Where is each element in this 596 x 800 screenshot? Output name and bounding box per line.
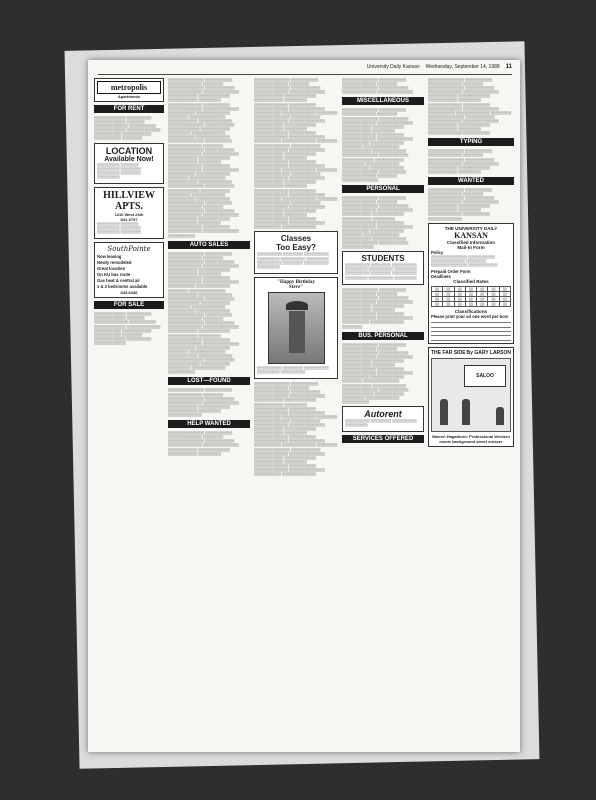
- feature-item: Great location: [97, 266, 126, 272]
- col4-listings-mid: ▒▒▒▒▒▒▒▒▒▒▒▒▒▒▒▒ ▒▒▒▒▒▒▒▒▒▒▒▒ ▒▒▒▒▒▒▒▒▒▒▒▒▒▒▒ ▒▒▒▒▒▒▒▒▒ ▒▒▒▒▒▒▒▒▒▒▒▒▒▒▒▒ ▒▒▒▒▒▒▒▒▒▒▒▒▒ ▒▒▒▒▒▒▒▒▒▒▒▒▒▒▒ ▒▒▒▒▒▒▒▒▒▒▒▒▒▒▒▒ ▒▒▒▒▒▒▒▒▒▒▒▒▒ ▒▒▒▒▒▒▒▒▒▒▒▒▒▒ ▒▒▒▒▒▒▒▒▒▒▒▒▒ ▒▒▒▒▒▒▒▒▒▒ ▒▒▒▒▒▒▒▒▒▒▒▒▒▒▒ ▒▒▒▒▒▒▒▒▒▒▒▒ ▒▒▒▒▒▒▒▒▒▒▒▒▒▒▒ ▒▒▒▒▒▒▒▒▒▒▒▒▒▒▒▒ ▒▒▒▒▒▒▒▒▒▒▒▒ ▒▒▒▒▒▒▒▒▒▒▒▒▒▒▒ ▒▒▒▒▒▒▒▒▒: [342, 287, 413, 329]
- person-shape: [289, 311, 305, 353]
- classes-ad: [254, 231, 338, 273]
- hillview-body: ▒▒▒▒▒▒▒▒▒▒ ▒▒▒▒▒▒▒▒ ▒▒▒▒▒▒▒▒▒▒ ▒▒▒▒▒▒▒▒▒ ▒▒▒▒▒▒▒▒▒▒ ▒▒▒▒▒▒▒▒▒: [97, 221, 141, 235]
- for-rent-listings: ▒▒▒▒▒▒▒▒▒▒▒▒▒▒ ▒▒▒▒▒▒▒▒▒▒▒ ▒▒▒▒▒▒▒▒▒▒▒▒▒▒ ▒▒▒▒▒▒▒▒ ▒▒▒▒▒▒▒▒▒▒▒▒▒▒▒ ▒▒▒▒▒▒▒▒▒▒▒▒ ▒▒▒▒▒▒▒▒▒▒▒▒▒▒ ▒▒▒▒▒▒▒▒▒▒▒▒▒▒▒ ▒▒▒▒▒▒▒▒▒▒▒▒ ▒▒▒▒▒▒▒▒▒▒▒▒▒ ▒▒▒▒▒▒▒▒▒▒▒▒ ▒▒▒▒▒▒▒▒▒: [94, 116, 161, 141]
- typing-listings: ▒▒▒▒▒▒▒▒▒▒▒▒▒▒▒▒ ▒▒▒▒▒▒▒▒▒▒▒▒ ▒▒▒▒▒▒▒▒▒▒▒▒▒▒▒ ▒▒▒▒▒▒▒▒▒ ▒▒▒▒▒▒▒▒▒▒▒▒▒▒▒▒ ▒▒▒▒▒▒▒▒▒▒▒▒▒ ▒▒▒▒▒▒▒▒▒▒▒▒▒▒▒ ▒▒▒▒▒▒▒▒▒▒▒▒▒▒▒▒ ▒▒▒▒▒▒▒▒▒▒▒▒▒ ▒▒▒▒▒▒▒▒▒▒▒▒▒▒ ▒▒▒▒▒▒▒▒▒▒▒▒▒ ▒▒▒▒▒▒▒▒▒▒: [428, 149, 499, 174]
- form-kansan: KANSAN: [454, 230, 488, 240]
- cowboy-figure: [440, 399, 448, 425]
- metropolis-logo: metropolis: [97, 81, 161, 94]
- students-ad: [342, 251, 424, 284]
- personal-heading: PERSONAL: [342, 185, 424, 193]
- for-sale-heading: FOR SALE: [94, 301, 164, 309]
- location-ad: [94, 143, 164, 184]
- classes-body: ▒▒▒▒▒▒▒▒▒▒▒ ▒▒▒▒▒▒▒▒▒ ▒▒▒▒▒▒▒▒▒▒▒ ▒▒▒▒▒▒▒▒▒▒ ▒▒▒▒▒▒▒▒▒▒▒ ▒▒▒▒▒▒▒▒▒▒ ▒▒▒▒▒▒▒▒▒▒▒ ▒▒▒▒▒▒▒▒▒ ▒▒▒▒▒▒▒▒▒▒▒ ▒▒▒▒▒▒▒▒▒▒: [257, 252, 329, 269]
- auto-sales-listings: ▒▒▒▒▒▒▒▒▒▒▒▒▒▒▒▒ ▒▒▒▒▒▒▒▒▒▒▒▒ ▒▒▒▒▒▒▒▒▒▒▒▒▒▒▒ ▒▒▒▒▒▒▒▒▒ ▒▒▒▒▒▒▒▒▒▒▒▒▒▒▒▒ ▒▒▒▒▒▒▒▒▒▒▒▒▒ ▒▒▒▒▒▒▒▒▒▒▒▒▒▒▒ ▒▒▒▒▒▒▒▒▒▒▒▒▒▒▒▒ ▒▒▒▒▒▒▒▒▒▒▒▒▒ ▒▒▒▒▒▒▒▒▒▒▒▒▒▒ ▒▒▒▒▒▒▒▒▒▒▒▒▒ ▒▒▒▒▒▒▒▒▒▒ ▒▒▒▒▒▒▒▒▒▒▒▒▒▒▒ ▒▒▒▒▒▒▒▒▒▒▒▒ ▒▒▒▒▒▒▒▒▒▒▒▒▒▒▒ ▒▒▒▒▒▒▒▒▒▒▒▒▒▒▒▒ ▒▒▒▒▒▒▒▒▒▒▒▒ ▒▒▒▒▒▒▒▒▒▒▒▒▒▒▒ ▒▒▒▒▒▒▒▒▒ ▒▒▒▒▒▒▒▒▒▒▒▒▒▒▒▒ ▒▒▒▒▒▒▒▒▒▒▒▒▒ ▒▒▒▒▒▒▒▒▒▒▒▒▒▒▒ ▒▒▒▒▒▒▒▒▒▒▒▒▒▒▒▒ ▒▒▒▒▒▒▒▒▒▒▒▒▒ ▒▒▒▒▒▒▒▒▒▒▒▒▒▒ ▒▒▒▒▒▒▒▒▒▒▒▒▒ ▒▒▒▒▒▒▒▒▒▒ ▒▒▒▒▒▒▒▒▒▒▒▒▒▒▒ ▒▒▒▒▒▒▒▒▒▒▒▒ ▒▒▒▒▒▒▒▒▒▒▒▒▒▒▒ ▒▒▒▒▒▒▒▒▒▒▒▒▒▒▒▒ ▒▒▒▒▒▒▒▒▒▒▒▒ ▒▒▒▒▒▒▒▒▒▒▒▒▒▒▒ ▒▒▒▒▒▒▒▒▒ ▒▒▒▒▒▒▒▒▒▒▒▒▒▒▒▒ ▒▒▒▒▒▒▒▒▒▒▒▒▒ ▒▒▒▒▒▒▒▒▒▒▒▒▒▒▒ ▒▒▒▒▒▒▒▒▒▒▒▒▒▒▒▒ ▒▒▒▒▒▒▒▒▒▒▒▒▒ ▒▒▒▒▒▒▒▒▒▒▒▒▒▒ ▒▒▒▒▒▒▒▒▒▒▒▒▒ ▒▒▒▒▒▒▒▒▒▒ ▒▒▒▒▒▒▒▒▒▒▒▒▒▒▒ ▒▒▒▒▒▒▒▒▒▒▒▒ ▒▒▒▒▒▒▒▒▒▒▒▒▒▒▒ ▒▒▒▒▒▒▒▒▒▒▒▒▒▒▒▒ ▒▒▒▒▒▒▒▒▒▒▒▒ ▒▒▒▒▒▒▒▒▒▒▒▒▒▒▒ ▒▒▒▒▒▒▒▒▒ ▒▒▒▒▒▒▒▒▒▒▒▒▒▒▒▒ ▒▒▒▒▒▒▒▒▒▒▒▒▒ ▒▒▒▒▒▒▒▒▒▒▒▒▒▒▒ ▒▒▒▒▒▒▒▒▒▒▒▒▒▒▒▒ ▒▒▒▒▒▒▒▒▒▒▒▒▒ ▒▒▒▒▒▒▒▒▒▒▒▒▒▒ ▒▒▒▒▒▒▒▒▒▒▒▒▒ ▒▒▒▒▒▒▒▒▒▒ ▒▒▒▒▒▒▒▒▒▒▒▒▒▒▒ ▒▒▒▒▒▒▒▒▒▒▒▒: [168, 251, 239, 375]
- miscellaneous-listings: ▒▒▒▒▒▒▒▒▒▒▒▒▒▒▒▒ ▒▒▒▒▒▒▒▒▒▒▒▒ ▒▒▒▒▒▒▒▒▒▒▒▒▒▒▒ ▒▒▒▒▒▒▒▒▒ ▒▒▒▒▒▒▒▒▒▒▒▒▒▒▒▒ ▒▒▒▒▒▒▒▒▒▒▒▒▒ ▒▒▒▒▒▒▒▒▒▒▒▒▒▒▒ ▒▒▒▒▒▒▒▒▒▒▒▒▒▒▒▒ ▒▒▒▒▒▒▒▒▒▒▒▒▒ ▒▒▒▒▒▒▒▒▒▒▒▒▒▒ ▒▒▒▒▒▒▒▒▒▒▒▒▒ ▒▒▒▒▒▒▒▒▒▒ ▒▒▒▒▒▒▒▒▒▒▒▒▒▒▒ ▒▒▒▒▒▒▒▒▒▒▒▒ ▒▒▒▒▒▒▒▒▒▒▒▒▒▒▒ ▒▒▒▒▒▒▒▒▒▒▒▒▒▒▒▒ ▒▒▒▒▒▒▒▒▒▒▒▒ ▒▒▒▒▒▒▒▒▒▒▒▒▒▒▒ ▒▒▒▒▒▒▒▒▒ ▒▒▒▒▒▒▒▒▒▒▒▒▒▒▒▒ ▒▒▒▒▒▒▒▒▒▒▒▒▒ ▒▒▒▒▒▒▒▒▒▒▒▒▒▒▒ ▒▒▒▒▒▒▒▒▒▒▒▒▒▒▒▒ ▒▒▒▒▒▒▒▒▒▒▒▒▒ ▒▒▒▒▒▒▒▒▒▒▒▒▒▒ ▒▒▒▒▒▒▒▒▒▒▒▒▒ ▒▒▒▒▒▒▒▒▒▒ ▒▒▒▒▒▒▒▒▒▒▒▒▒▒▒ ▒▒▒▒▒▒▒▒▒▒▒▒ ▒▒▒▒▒▒▒▒▒▒▒▒▒▒▒ ▒▒▒▒▒▒▒▒▒▒▒▒▒▒▒▒ ▒▒▒▒▒▒▒▒▒▒▒▒ ▒▒▒▒▒▒▒▒▒▒▒▒▒▒▒ ▒▒▒▒▒▒▒▒▒ ▒▒▒▒▒▒▒▒▒▒▒▒▒▒▒▒: [342, 108, 413, 182]
- typing-heading: TYPING: [428, 138, 514, 146]
- happy-birthday-ad: [254, 277, 338, 379]
- column-3: [254, 78, 338, 744]
- column-1: [94, 78, 164, 744]
- paper-name: University Daily Kansan: [366, 64, 420, 70]
- hillview-ad: [94, 187, 164, 239]
- far-side-title: THE FAR SIDE: [431, 349, 466, 356]
- form-rates-title: Classified Rates: [453, 278, 489, 284]
- help-wanted-heading: HELP WANTED: [168, 420, 250, 428]
- classified-mail-in-form: [428, 223, 514, 344]
- page-number: 11: [505, 64, 512, 70]
- form-write-in-lines[interactable]: [431, 319, 511, 341]
- birthday-photo: [268, 292, 325, 364]
- col3-listings-bottom: ▒▒▒▒▒▒▒▒▒▒▒▒▒▒▒▒ ▒▒▒▒▒▒▒▒▒▒▒▒ ▒▒▒▒▒▒▒▒▒▒▒▒▒▒▒ ▒▒▒▒▒▒▒▒▒ ▒▒▒▒▒▒▒▒▒▒▒▒▒▒▒▒ ▒▒▒▒▒▒▒▒▒▒▒▒▒ ▒▒▒▒▒▒▒▒▒▒▒▒▒▒▒ ▒▒▒▒▒▒▒▒▒▒▒▒▒▒▒▒ ▒▒▒▒▒▒▒▒▒▒▒▒▒ ▒▒▒▒▒▒▒▒▒▒▒▒▒▒ ▒▒▒▒▒▒▒▒▒▒▒▒▒ ▒▒▒▒▒▒▒▒▒▒ ▒▒▒▒▒▒▒▒▒▒▒▒▒▒▒ ▒▒▒▒▒▒▒▒▒▒▒▒ ▒▒▒▒▒▒▒▒▒▒▒▒▒▒▒ ▒▒▒▒▒▒▒▒▒▒▒▒▒▒▒▒ ▒▒▒▒▒▒▒▒▒▒▒▒ ▒▒▒▒▒▒▒▒▒▒▒▒▒▒▒ ▒▒▒▒▒▒▒▒▒ ▒▒▒▒▒▒▒▒▒▒▒▒▒▒▒▒ ▒▒▒▒▒▒▒▒▒▒▒▒▒ ▒▒▒▒▒▒▒▒▒▒▒▒▒▒▒ ▒▒▒▒▒▒▒▒▒▒▒▒▒▒▒▒ ▒▒▒▒▒▒▒▒▒▒▒▒▒ ▒▒▒▒▒▒▒▒▒▒▒▒▒▒ ▒▒▒▒▒▒▒▒▒▒▒▒▒ ▒▒▒▒▒▒▒▒▒▒ ▒▒▒▒▒▒▒▒▒▒▒▒▒▒▒ ▒▒▒▒▒▒▒▒▒▒▒▒ ▒▒▒▒▒▒▒▒▒▒▒▒▒▒▒ ▒▒▒▒▒▒▒▒▒▒▒▒▒▒▒▒ ▒▒▒▒▒▒▒▒▒▒▒▒ ▒▒▒▒▒▒▒▒▒▒▒▒▒▒▒ ▒▒▒▒▒▒▒▒▒ ▒▒▒▒▒▒▒▒▒▒▒▒▒▒▒▒ ▒▒▒▒▒▒▒▒▒▒▒▒▒ ▒▒▒▒▒▒▒▒▒▒▒▒▒▒▒ ▒▒▒▒▒▒▒▒▒▒▒▒▒▒▒▒ ▒▒▒▒▒▒▒▒▒▒▒▒▒ ▒▒▒▒▒▒▒▒▒▒▒▒▒▒ ▒▒▒▒▒▒▒▒▒▒▒▒▒ ▒▒▒▒▒▒▒▒▒▒ ▒▒▒▒▒▒▒▒▒▒▒▒▒▒▒ ▒▒▒▒▒▒▒▒▒▒▒▒ ▒▒▒▒▒▒▒▒▒▒▒▒▒▒▒ ▒▒▒▒▒▒▒▒▒▒▒▒▒▒▒▒ ▒▒▒▒▒▒▒▒▒▒▒▒ ▒▒▒▒▒▒▒▒▒▒▒▒▒▒▒: [254, 382, 338, 477]
- autorent-logo: Autorent: [364, 409, 402, 419]
- form-prepaid: Prepaid Order Form: [431, 268, 471, 274]
- miscellaneous-heading: MISCELLANEOUS: [342, 97, 424, 105]
- happy-birthday-name: Steve": [288, 284, 304, 290]
- happy-birthday-title: "Happy Birthday: [277, 279, 315, 285]
- location-title: LOCATION: [105, 145, 153, 156]
- auto-sales-heading: AUTO SALES: [168, 241, 250, 249]
- metropolis-ad: [94, 78, 164, 102]
- services-offered-heading: SERVICES OFFERED: [342, 435, 424, 443]
- for-sale-listings: ▒▒▒▒▒▒▒▒▒▒▒▒▒▒ ▒▒▒▒▒▒▒▒▒▒▒ ▒▒▒▒▒▒▒▒▒▒▒▒▒▒ ▒▒▒▒▒▒▒▒ ▒▒▒▒▒▒▒▒▒▒▒▒▒▒▒ ▒▒▒▒▒▒▒▒▒▒▒▒ ▒▒▒▒▒▒▒▒▒▒▒▒▒▒ ▒▒▒▒▒▒▒▒▒▒▒▒▒▒▒ ▒▒▒▒▒▒▒▒▒▒▒▒ ▒▒▒▒▒▒▒▒▒▒▒▒▒ ▒▒▒▒▒▒▒▒▒▒▒▒ ▒▒▒▒▒▒▒▒▒ ▒▒▒▒▒▒▒▒▒▒▒▒▒▒ ▒▒▒▒▒▒▒▒▒▒▒ ▒▒▒▒▒▒▒▒▒▒▒▒▒▒: [94, 312, 161, 345]
- classes-title: Classes: [280, 234, 312, 244]
- hillview-name: HILLVIEW: [103, 189, 155, 201]
- lost-found-listings: ▒▒▒▒▒▒▒▒▒▒▒▒▒▒▒▒ ▒▒▒▒▒▒▒▒▒▒▒▒ ▒▒▒▒▒▒▒▒▒▒▒▒▒▒▒ ▒▒▒▒▒▒▒▒▒ ▒▒▒▒▒▒▒▒▒▒▒▒▒▒▒▒ ▒▒▒▒▒▒▒▒▒▒▒▒▒ ▒▒▒▒▒▒▒▒▒▒▒▒▒▒▒ ▒▒▒▒▒▒▒▒▒▒▒▒▒▒▒▒ ▒▒▒▒▒▒▒▒▒▒▒▒▒ ▒▒▒▒▒▒▒▒▒▒▒▒▒▒ ▒▒▒▒▒▒▒▒▒▒▒▒▒ ▒▒▒▒▒▒▒▒▒▒ ▒▒▒▒▒▒▒▒▒▒▒▒▒▒▒: [168, 388, 239, 418]
- newspaper-page: [88, 60, 520, 752]
- saloon-sign: SALOO: [464, 365, 506, 387]
- column-5: [428, 78, 514, 744]
- rates-table: ▒▒ ▒▒ ▒▒ ▒▒ ▒▒ ▒▒ ▒▒ ▒▒ ▒▒ ▒▒ ▒▒ ▒▒ ▒▒ ▒▒ ▒▒ ▒▒ ▒▒ ▒▒ ▒▒ ▒▒ ▒▒ ▒▒ ▒▒ ▒▒ ▒▒ ▒▒ ▒▒ ▒▒: [431, 286, 511, 307]
- hillview-address: 1310 West 24th: [114, 211, 144, 217]
- form-subtitle: Classified Information: [446, 239, 496, 245]
- col4-listings-top: ▒▒▒▒▒▒▒▒▒▒▒▒▒▒▒▒ ▒▒▒▒▒▒▒▒▒▒▒▒ ▒▒▒▒▒▒▒▒▒▒▒▒▒▒▒ ▒▒▒▒▒▒▒▒▒ ▒▒▒▒▒▒▒▒▒▒▒▒▒▒▒▒ ▒▒▒▒▒▒▒▒▒▒▒▒▒ ▒▒▒▒▒▒▒▒▒▒▒▒▒▒▒ ▒▒▒▒▒▒▒▒▒▒▒▒▒▒▒▒: [342, 78, 413, 95]
- form-policy-text: ▒▒▒▒▒▒▒▒▒▒▒▒▒▒▒▒ ▒▒▒▒▒▒▒▒▒▒▒▒ ▒▒▒▒▒▒▒▒▒▒▒▒▒▒▒ ▒▒▒▒▒▒▒▒▒ ▒▒▒▒▒▒▒▒▒▒▒▒▒▒▒▒ ▒▒▒▒▒▒▒▒▒▒▒▒▒: [431, 254, 498, 267]
- wanted-heading: WANTED: [428, 177, 514, 185]
- far-side-caption: Warren Hagathorn: Professional Western movie background street crosser: [431, 433, 510, 444]
- form-deadlines: Deadlines: [431, 273, 451, 279]
- cowboy-figure: [496, 407, 504, 425]
- feature-item: Newly remodeled: [97, 260, 132, 266]
- students-body: ▒▒▒▒▒▒▒▒▒▒▒ ▒▒▒▒▒▒▒▒▒ ▒▒▒▒▒▒▒▒▒▒▒ ▒▒▒▒▒▒▒▒▒▒ ▒▒▒▒▒▒▒▒▒▒▒ ▒▒▒▒▒▒▒▒▒▒ ▒▒▒▒▒▒▒▒▒▒▒ ▒▒▒▒▒▒▒▒▒ ▒▒▒▒▒▒▒▒▒▒▒ ▒▒▒▒▒▒▒▒▒▒ ▒▒▒▒▒▒▒▒▒▒▒ ▒▒▒▒▒▒▒▒▒▒: [345, 263, 417, 280]
- feature-item: 1 & 2 bedrooms available: [97, 284, 148, 290]
- form-classifications: Classifications: [454, 308, 488, 314]
- for-rent-heading: FOR RENT: [94, 105, 164, 113]
- col3-listings-top: ▒▒▒▒▒▒▒▒▒▒▒▒▒▒▒▒ ▒▒▒▒▒▒▒▒▒▒▒▒ ▒▒▒▒▒▒▒▒▒▒▒▒▒▒▒ ▒▒▒▒▒▒▒▒▒ ▒▒▒▒▒▒▒▒▒▒▒▒▒▒▒▒ ▒▒▒▒▒▒▒▒▒▒▒▒▒ ▒▒▒▒▒▒▒▒▒▒▒▒▒▒▒ ▒▒▒▒▒▒▒▒▒▒▒▒▒▒▒▒ ▒▒▒▒▒▒▒▒▒▒▒▒▒ ▒▒▒▒▒▒▒▒▒▒▒▒▒▒ ▒▒▒▒▒▒▒▒▒▒▒▒▒ ▒▒▒▒▒▒▒▒▒▒ ▒▒▒▒▒▒▒▒▒▒▒▒▒▒▒ ▒▒▒▒▒▒▒▒▒▒▒▒ ▒▒▒▒▒▒▒▒▒▒▒▒▒▒▒ ▒▒▒▒▒▒▒▒▒▒▒▒▒▒▒▒ ▒▒▒▒▒▒▒▒▒▒▒▒ ▒▒▒▒▒▒▒▒▒▒▒▒▒▒▒ ▒▒▒▒▒▒▒▒▒ ▒▒▒▒▒▒▒▒▒▒▒▒▒▒▒▒ ▒▒▒▒▒▒▒▒▒▒▒▒▒ ▒▒▒▒▒▒▒▒▒▒▒▒▒▒▒ ▒▒▒▒▒▒▒▒▒▒▒▒▒▒▒▒ ▒▒▒▒▒▒▒▒▒▒▒▒▒ ▒▒▒▒▒▒▒▒▒▒▒▒▒▒ ▒▒▒▒▒▒▒▒▒▒▒▒▒ ▒▒▒▒▒▒▒▒▒▒ ▒▒▒▒▒▒▒▒▒▒▒▒▒▒▒ ▒▒▒▒▒▒▒▒▒▒▒▒ ▒▒▒▒▒▒▒▒▒▒▒▒▒▒▒ ▒▒▒▒▒▒▒▒▒▒▒▒▒▒▒▒ ▒▒▒▒▒▒▒▒▒▒▒▒ ▒▒▒▒▒▒▒▒▒▒▒▒▒▒▒ ▒▒▒▒▒▒▒▒▒ ▒▒▒▒▒▒▒▒▒▒▒▒▒▒▒▒ ▒▒▒▒▒▒▒▒▒▒▒▒▒ ▒▒▒▒▒▒▒▒▒▒▒▒▒▒▒ ▒▒▒▒▒▒▒▒▒▒▒▒▒▒▒▒ ▒▒▒▒▒▒▒▒▒▒▒▒▒ ▒▒▒▒▒▒▒▒▒▒▒▒▒▒ ▒▒▒▒▒▒▒▒▒▒▒▒▒ ▒▒▒▒▒▒▒▒▒▒ ▒▒▒▒▒▒▒▒▒▒▒▒▒▒▒ ▒▒▒▒▒▒▒▒▒▒▒▒ ▒▒▒▒▒▒▒▒▒▒▒▒▒▒▒ ▒▒▒▒▒▒▒▒▒▒▒▒▒▒▒▒ ▒▒▒▒▒▒▒▒▒▒▒▒ ▒▒▒▒▒▒▒▒▒▒▒▒▒▒▒ ▒▒▒▒▒▒▒▒▒ ▒▒▒▒▒▒▒▒▒▒▒▒▒▒▒▒ ▒▒▒▒▒▒▒▒▒▒▒▒▒ ▒▒▒▒▒▒▒▒▒▒▒▒▒▒▒ ▒▒▒▒▒▒▒▒▒▒▒▒▒▒▒▒ ▒▒▒▒▒▒▒▒▒▒▒▒▒ ▒▒▒▒▒▒▒▒▒▒▒▒▒▒ ▒▒▒▒▒▒▒▒▒▒▒▒▒ ▒▒▒▒▒▒▒▒▒▒ ▒▒▒▒▒▒▒▒▒▒▒▒▒▒▒ ▒▒▒▒▒▒▒▒▒▒▒▒ ▒▒▒▒▒▒▒▒▒▒▒▒▒▒▒ ▒▒▒▒▒▒▒▒▒▒▒▒▒▒▒▒ ▒▒▒▒▒▒▒▒▒▒▒▒ ▒▒▒▒▒▒▒▒▒▒▒▒▒▒▒ ▒▒▒▒▒▒▒▒▒ ▒▒▒▒▒▒▒▒▒▒▒▒▒▒▒▒ ▒▒▒▒▒▒▒▒▒▒▒▒▒ ▒▒▒▒▒▒▒▒▒▒▒▒▒▒▒ ▒▒▒▒▒▒▒▒▒▒▒▒▒▒▒▒ ▒▒▒▒▒▒▒▒▒▒▒▒▒ ▒▒▒▒▒▒▒▒▒▒▒▒▒▒ ▒▒▒▒▒▒▒▒▒▒▒▒▒ ▒▒▒▒▒▒▒▒▒▒ ▒▒▒▒▒▒▒▒▒▒▒▒▒▒▒ ▒▒▒▒▒▒▒▒▒▒▒▒ ▒▒▒▒▒▒▒▒▒▒▒▒▒▒▒ ▒▒▒▒▒▒▒▒▒▒▒▒▒▒▒▒ ▒▒▒▒▒▒▒▒▒▒▒▒ ▒▒▒▒▒▒▒▒▒▒▒▒▒▒▒: [254, 78, 338, 230]
- far-side-author: By GARY LARSON: [466, 349, 511, 356]
- autorent-ad: [342, 406, 424, 432]
- hillview-phone: 841-3797: [120, 216, 138, 222]
- location-subtitle: Available Now!: [104, 155, 154, 163]
- bus-personal-listings: ▒▒▒▒▒▒▒▒▒▒▒▒▒▒▒▒ ▒▒▒▒▒▒▒▒▒▒▒▒ ▒▒▒▒▒▒▒▒▒▒▒▒▒▒▒ ▒▒▒▒▒▒▒▒▒ ▒▒▒▒▒▒▒▒▒▒▒▒▒▒▒▒ ▒▒▒▒▒▒▒▒▒▒▒▒▒ ▒▒▒▒▒▒▒▒▒▒▒▒▒▒▒ ▒▒▒▒▒▒▒▒▒▒▒▒▒▒▒▒ ▒▒▒▒▒▒▒▒▒▒▒▒▒ ▒▒▒▒▒▒▒▒▒▒▒▒▒▒ ▒▒▒▒▒▒▒▒▒▒▒▒▒ ▒▒▒▒▒▒▒▒▒▒ ▒▒▒▒▒▒▒▒▒▒▒▒▒▒▒ ▒▒▒▒▒▒▒▒▒▒▒▒ ▒▒▒▒▒▒▒▒▒▒▒▒▒▒▒ ▒▒▒▒▒▒▒▒▒▒▒▒▒▒▒▒ ▒▒▒▒▒▒▒▒▒▒▒▒ ▒▒▒▒▒▒▒▒▒▒▒▒▒▒▒ ▒▒▒▒▒▒▒▒▒ ▒▒▒▒▒▒▒▒▒▒▒▒▒▒▒▒ ▒▒▒▒▒▒▒▒▒▒▒▒▒ ▒▒▒▒▒▒▒▒▒▒▒▒▒▒▒ ▒▒▒▒▒▒▒▒▒▒▒▒▒▒▒▒ ▒▒▒▒▒▒▒▒▒▒▒▒▒ ▒▒▒▒▒▒▒▒▒▒▒▒▒▒ ▒▒▒▒▒▒▒▒▒▒▒▒▒ ▒▒▒▒▒▒▒▒▒▒ ▒▒▒▒▒▒▒▒▒▒▒▒▒▒▒ ▒▒▒▒▒▒▒▒▒▒▒▒: [342, 342, 413, 404]
- cowboy-figure: [462, 399, 470, 425]
- far-side-comic: [428, 347, 514, 447]
- form-print-instructions: Please print your ad one word per box!: [431, 313, 509, 319]
- location-body: ▒▒▒▒▒▒▒▒▒▒ ▒▒▒▒▒▒▒▒ ▒▒▒▒▒▒▒▒▒▒ ▒▒▒▒▒▒▒▒▒ ▒▒▒▒▒▒▒▒▒▒ ▒▒▒▒▒▒▒▒▒ ▒▒▒▒▒▒▒▒▒▒: [97, 162, 141, 179]
- form-subtitle-2: Mail-In Form: [457, 244, 485, 250]
- cowboy-hat-shape: [286, 301, 308, 310]
- help-wanted-listings: ▒▒▒▒▒▒▒▒▒▒▒▒▒▒▒▒ ▒▒▒▒▒▒▒▒▒▒▒▒ ▒▒▒▒▒▒▒▒▒▒▒▒▒▒▒ ▒▒▒▒▒▒▒▒▒ ▒▒▒▒▒▒▒▒▒▒▒▒▒▒▒▒ ▒▒▒▒▒▒▒▒▒▒▒▒▒ ▒▒▒▒▒▒▒▒▒▒▒▒▒▒▒ ▒▒▒▒▒▒▒▒▒▒▒▒▒▒▒▒ ▒▒▒▒▒▒▒▒▒▒▒▒▒ ▒▒▒▒▒▒▒▒▒▒▒▒▒▒ ▒▒▒▒▒▒▒▒▒▒▒▒▒ ▒▒▒▒▒▒▒▒▒▒: [168, 431, 239, 456]
- form-masthead: THE UNIVERSITY DAILY: [444, 225, 498, 231]
- birthday-message: ▒▒▒▒▒▒▒▒▒▒▒ ▒▒▒▒▒▒▒▒▒ ▒▒▒▒▒▒▒▒▒▒▒ ▒▒▒▒▒▒▒▒▒▒ ▒▒▒▒▒▒▒▒▒▒▒: [257, 365, 329, 374]
- autorent-body: ▒▒▒▒▒▒▒▒▒▒▒ ▒▒▒▒▒▒▒▒▒ ▒▒▒▒▒▒▒▒▒▒▒ ▒▒▒▒▒▒▒▒▒▒: [345, 419, 417, 428]
- southpointe-ad: [94, 242, 164, 298]
- col2-listings-top: ▒▒▒▒▒▒▒▒▒▒▒▒▒▒▒▒ ▒▒▒▒▒▒▒▒▒▒▒▒ ▒▒▒▒▒▒▒▒▒▒▒▒▒▒▒ ▒▒▒▒▒▒▒▒▒ ▒▒▒▒▒▒▒▒▒▒▒▒▒▒▒▒ ▒▒▒▒▒▒▒▒▒▒▒▒▒ ▒▒▒▒▒▒▒▒▒▒▒▒▒▒▒ ▒▒▒▒▒▒▒▒▒▒▒▒▒▒▒▒ ▒▒▒▒▒▒▒▒▒▒▒▒▒ ▒▒▒▒▒▒▒▒▒▒▒▒▒▒ ▒▒▒▒▒▒▒▒▒▒▒▒▒ ▒▒▒▒▒▒▒▒▒▒ ▒▒▒▒▒▒▒▒▒▒▒▒▒▒▒ ▒▒▒▒▒▒▒▒▒▒▒▒ ▒▒▒▒▒▒▒▒▒▒▒▒▒▒▒ ▒▒▒▒▒▒▒▒▒▒▒▒▒▒▒▒ ▒▒▒▒▒▒▒▒▒▒▒▒ ▒▒▒▒▒▒▒▒▒▒▒▒▒▒▒ ▒▒▒▒▒▒▒▒▒ ▒▒▒▒▒▒▒▒▒▒▒▒▒▒▒▒ ▒▒▒▒▒▒▒▒▒▒▒▒▒ ▒▒▒▒▒▒▒▒▒▒▒▒▒▒▒ ▒▒▒▒▒▒▒▒▒▒▒▒▒▒▒▒ ▒▒▒▒▒▒▒▒▒▒▒▒▒ ▒▒▒▒▒▒▒▒▒▒▒▒▒▒ ▒▒▒▒▒▒▒▒▒▒▒▒▒ ▒▒▒▒▒▒▒▒▒▒ ▒▒▒▒▒▒▒▒▒▒▒▒▒▒▒ ▒▒▒▒▒▒▒▒▒▒▒▒ ▒▒▒▒▒▒▒▒▒▒▒▒▒▒▒ ▒▒▒▒▒▒▒▒▒▒▒▒▒▒▒▒ ▒▒▒▒▒▒▒▒▒▒▒▒ ▒▒▒▒▒▒▒▒▒▒▒▒▒▒▒ ▒▒▒▒▒▒▒▒▒ ▒▒▒▒▒▒▒▒▒▒▒▒▒▒▒▒ ▒▒▒▒▒▒▒▒▒▒▒▒▒ ▒▒▒▒▒▒▒▒▒▒▒▒▒▒▒ ▒▒▒▒▒▒▒▒▒▒▒▒▒▒▒▒ ▒▒▒▒▒▒▒▒▒▒▒▒▒ ▒▒▒▒▒▒▒▒▒▒▒▒▒▒ ▒▒▒▒▒▒▒▒▒▒▒▒▒ ▒▒▒▒▒▒▒▒▒▒ ▒▒▒▒▒▒▒▒▒▒▒▒▒▒▒ ▒▒▒▒▒▒▒▒▒▒▒▒ ▒▒▒▒▒▒▒▒▒▒▒▒▒▒▒ ▒▒▒▒▒▒▒▒▒▒▒▒▒▒▒▒ ▒▒▒▒▒▒▒▒▒▒▒▒ ▒▒▒▒▒▒▒▒▒▒▒▒▒▒▒ ▒▒▒▒▒▒▒▒▒ ▒▒▒▒▒▒▒▒▒▒▒▒▒▒▒▒ ▒▒▒▒▒▒▒▒▒▒▒▒▒ ▒▒▒▒▒▒▒▒▒▒▒▒▒▒▒ ▒▒▒▒▒▒▒▒▒▒▒▒▒▒▒▒ ▒▒▒▒▒▒▒▒▒▒▒▒▒ ▒▒▒▒▒▒▒▒▒▒▒▒▒▒ ▒▒▒▒▒▒▒▒▒▒▒▒▒ ▒▒▒▒▒▒▒▒▒▒ ▒▒▒▒▒▒▒▒▒▒▒▒▒▒▒ ▒▒▒▒▒▒▒▒▒▒▒▒ ▒▒▒▒▒▒▒▒▒▒▒▒▒▒▒ ▒▒▒▒▒▒▒▒▒▒▒▒▒▒▒▒ ▒▒▒▒▒▒▒▒▒▒▒▒ ▒▒▒▒▒▒▒▒▒▒▒▒▒▒▒ ▒▒▒▒▒▒▒▒▒ ▒▒▒▒▒▒▒▒▒▒▒▒▒▒▒▒ ▒▒▒▒▒▒▒▒▒▒▒▒▒ ▒▒▒▒▒▒▒▒▒▒▒▒▒▒▒ ▒▒▒▒▒▒▒▒▒▒▒▒▒▒▒▒ ▒▒▒▒▒▒▒▒▒▒▒▒▒ ▒▒▒▒▒▒▒▒▒▒▒▒▒▒ ▒▒▒▒▒▒▒▒▒▒▒▒▒ ▒▒▒▒▒▒▒▒▒▒ ▒▒▒▒▒▒▒▒▒▒▒▒▒▒▒ ▒▒▒▒▒▒▒▒▒▒▒▒ ▒▒▒▒▒▒▒▒▒▒▒▒▒▒▒ ▒▒▒▒▒▒▒▒▒▒▒▒▒▒▒▒ ▒▒▒▒▒▒▒▒▒▒▒▒: [168, 78, 239, 238]
- personal-listings: ▒▒▒▒▒▒▒▒▒▒▒▒▒▒▒▒ ▒▒▒▒▒▒▒▒▒▒▒▒ ▒▒▒▒▒▒▒▒▒▒▒▒▒▒▒ ▒▒▒▒▒▒▒▒▒ ▒▒▒▒▒▒▒▒▒▒▒▒▒▒▒▒ ▒▒▒▒▒▒▒▒▒▒▒▒▒ ▒▒▒▒▒▒▒▒▒▒▒▒▒▒▒ ▒▒▒▒▒▒▒▒▒▒▒▒▒▒▒▒ ▒▒▒▒▒▒▒▒▒▒▒▒▒ ▒▒▒▒▒▒▒▒▒▒▒▒▒▒ ▒▒▒▒▒▒▒▒▒▒▒▒▒ ▒▒▒▒▒▒▒▒▒▒ ▒▒▒▒▒▒▒▒▒▒▒▒▒▒▒ ▒▒▒▒▒▒▒▒▒▒▒▒ ▒▒▒▒▒▒▒▒▒▒▒▒▒▒▒ ▒▒▒▒▒▒▒▒▒▒▒▒▒▒▒▒ ▒▒▒▒▒▒▒▒▒▒▒▒ ▒▒▒▒▒▒▒▒▒▒▒▒▒▒▒ ▒▒▒▒▒▒▒▒▒ ▒▒▒▒▒▒▒▒▒▒▒▒▒▒▒▒ ▒▒▒▒▒▒▒▒▒▒▒▒▒ ▒▒▒▒▒▒▒▒▒▒▒▒▒▒▒ ▒▒▒▒▒▒▒▒▒▒▒▒▒▒▒▒ ▒▒▒▒▒▒▒▒▒▒▒▒▒ ▒▒▒▒▒▒▒▒▒▒▒▒▒▒: [342, 196, 413, 250]
- column-4: [342, 78, 424, 744]
- col5-listings-top: ▒▒▒▒▒▒▒▒▒▒▒▒▒▒▒▒ ▒▒▒▒▒▒▒▒▒▒▒▒ ▒▒▒▒▒▒▒▒▒▒▒▒▒▒▒ ▒▒▒▒▒▒▒▒▒ ▒▒▒▒▒▒▒▒▒▒▒▒▒▒▒▒ ▒▒▒▒▒▒▒▒▒▒▒▒▒ ▒▒▒▒▒▒▒▒▒▒▒▒▒▒▒ ▒▒▒▒▒▒▒▒▒▒▒▒▒▒▒▒ ▒▒▒▒▒▒▒▒▒▒▒▒▒ ▒▒▒▒▒▒▒▒▒▒▒▒▒▒ ▒▒▒▒▒▒▒▒▒▒▒▒▒ ▒▒▒▒▒▒▒▒▒▒ ▒▒▒▒▒▒▒▒▒▒▒▒▒▒▒ ▒▒▒▒▒▒▒▒▒▒▒▒ ▒▒▒▒▒▒▒▒▒▒▒▒▒▒▒ ▒▒▒▒▒▒▒▒▒▒▒▒▒▒▒▒ ▒▒▒▒▒▒▒▒▒▒▒▒ ▒▒▒▒▒▒▒▒▒▒▒▒▒▒▒ ▒▒▒▒▒▒▒▒▒ ▒▒▒▒▒▒▒▒▒▒▒▒▒▒▒▒ ▒▒▒▒▒▒▒▒▒▒▒▒▒ ▒▒▒▒▒▒▒▒▒▒▒▒▒▒▒ ▒▒▒▒▒▒▒▒▒▒▒▒▒▒▒▒ ▒▒▒▒▒▒▒▒▒▒▒▒▒ ▒▒▒▒▒▒▒▒▒▒▒▒▒▒ ▒▒▒▒▒▒▒▒▒▒▒▒▒ ▒▒▒▒▒▒▒▒▒▒ ▒▒▒▒▒▒▒▒▒▒▒▒▒▒▒ ▒▒▒▒▒▒▒▒▒▒▒▒: [428, 78, 512, 136]
- paper-date: Wednesday, September 14, 1988: [425, 64, 500, 70]
- hillview-name-2: APTS.: [114, 200, 144, 212]
- metropolis-sub: Apartments: [117, 94, 141, 99]
- cartoon-panel: [431, 358, 511, 432]
- classes-title-2: Too Easy?: [276, 243, 316, 253]
- southpointe-features: [97, 254, 161, 289]
- feature-item: Now leasing: [97, 254, 122, 260]
- feature-item: Gas heat & central air: [97, 278, 141, 284]
- bus-personal-heading: BUS. PERSONAL: [342, 332, 424, 340]
- page-header: [98, 64, 512, 75]
- lost-found-heading: LOST—FOUND: [168, 377, 250, 385]
- southpointe-logo: SouthPointe: [107, 245, 151, 254]
- form-policy: Policy: [431, 249, 444, 255]
- southpointe-phone: 843-6446: [120, 290, 138, 296]
- students-title: STUDENTS: [361, 254, 405, 264]
- feature-item: On KU bus route: [97, 272, 131, 278]
- column-2: [168, 78, 250, 744]
- wanted-listings: ▒▒▒▒▒▒▒▒▒▒▒▒▒▒▒▒ ▒▒▒▒▒▒▒▒▒▒▒▒ ▒▒▒▒▒▒▒▒▒▒▒▒▒▒▒ ▒▒▒▒▒▒▒▒▒ ▒▒▒▒▒▒▒▒▒▒▒▒▒▒▒▒ ▒▒▒▒▒▒▒▒▒▒▒▒▒ ▒▒▒▒▒▒▒▒▒▒▒▒▒▒▒ ▒▒▒▒▒▒▒▒▒▒▒▒▒▒▒▒ ▒▒▒▒▒▒▒▒▒▒▒▒▒ ▒▒▒▒▒▒▒▒▒▒▒▒▒▒ ▒▒▒▒▒▒▒▒▒▒▒▒▒ ▒▒▒▒▒▒▒▒▒▒ ▒▒▒▒▒▒▒▒▒▒▒▒▒▒▒ ▒▒▒▒▒▒▒▒▒▒▒▒ ▒▒▒▒▒▒▒▒▒▒▒▒▒▒▒: [428, 187, 499, 221]
